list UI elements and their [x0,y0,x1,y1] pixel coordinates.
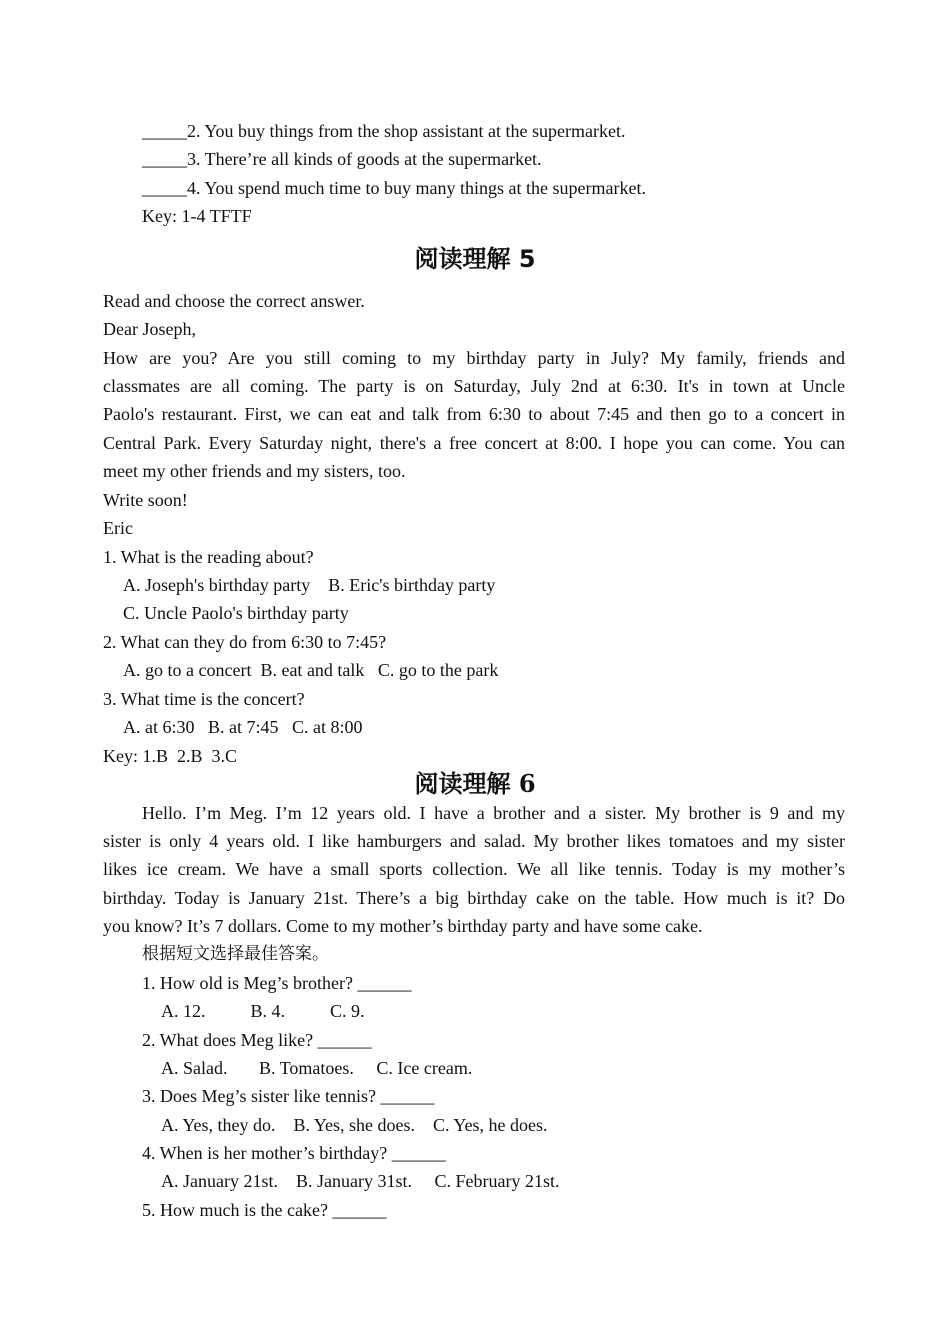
letter-closing: Write soon! [103,490,188,510]
letter-signature: Eric [103,518,133,538]
letter-salutation: Dear Joseph, [103,319,196,339]
question-1-options: A. 12. B. 4. C. 9. [161,1001,365,1021]
passage-line: birthday. Today is January 21st. There’s a big birthday cake on the table. How much is it? Do [103,888,845,908]
passage-line: likes ice cream. We have a small sports collection. We all like tennis. Today is my mother’s [103,859,845,879]
instruction: Read and choose the correct answer. [103,291,365,311]
letter-body-line: classmates are all coming. The party is on Saturday, July 2nd at 6:30. It's in town at Uncle [103,376,845,396]
passage-line: Hello. I’m Meg. I’m 12 years old. I have a brother and a sister. My brother is 9 and my [142,803,845,823]
answer-key: Key: 1.B 2.B 3.C [103,746,238,766]
question-3: 3. What time is the concert? [103,689,305,709]
question-1: 1. How old is Meg’s brother? ______ [142,973,412,993]
section-heading-6: 阅读理解 6 [414,769,536,798]
section-heading-5: 阅读理解 5 [414,245,536,273]
question-3-options: A. at 6:30 B. at 7:45 C. at 8:00 [123,717,363,737]
letter-body-line: Paolo's restaurant. First, we can eat and talk from 6:30 to about 7:45 and then go to a concert in [103,404,845,424]
passage-line: you know? It’s 7 dollars. Come to my mother’s birthday party and have some cake. [103,916,703,936]
question-2-options: A. Salad. B. Tomatoes. C. Ice cream. [161,1058,473,1078]
statement-item-2: _____2. You buy things from the shop assistant at the supermarket. [142,121,626,141]
passage-line: sister is only 4 years old. I like hamburgers and salad. My brother likes tomatoes and my sister [103,831,845,851]
question-4-options: A. January 21st. B. January 31st. C. February 21st. [161,1171,560,1191]
question-3-options: A. Yes, they do. B. Yes, she does. C. Yes, he does. [161,1115,548,1135]
answer-key: Key: 1-4 TFTF [142,206,252,226]
question-1: 1. What is the reading about? [103,547,314,567]
statement-item-3: _____3. There’re all kinds of goods at the supermarket. [142,149,542,169]
letter-body-line: How are you? Are you still coming to my birthday party in July? My family, friends and [103,348,845,368]
letter-body-line: meet my other friends and my sisters, too. [103,461,406,481]
statement-item-4: _____4. You spend much time to buy many things at the supermarket. [142,178,646,198]
question-2: 2. What does Meg like? ______ [142,1030,372,1050]
instruction: 根据短文选择最佳答案。 [142,944,329,964]
question-2-options: A. go to a concert B. eat and talk C. go to the park [123,660,499,680]
question-3: 3. Does Meg’s sister like tennis? ______ [142,1086,435,1106]
question-5: 5. How much is the cake? ______ [142,1200,387,1220]
question-4: 4. When is her mother’s birthday? ______ [142,1143,446,1163]
letter-body-line: Central Park. Every Saturday night, there's a free concert at 8:00. I hope you can come. You can [103,433,845,453]
question-2: 2. What can they do from 6:30 to 7:45? [103,632,387,652]
question-1-options: C. Uncle Paolo's birthday party [123,603,349,623]
question-1-options: A. Joseph's birthday party B. Eric's birthday party [123,575,496,595]
